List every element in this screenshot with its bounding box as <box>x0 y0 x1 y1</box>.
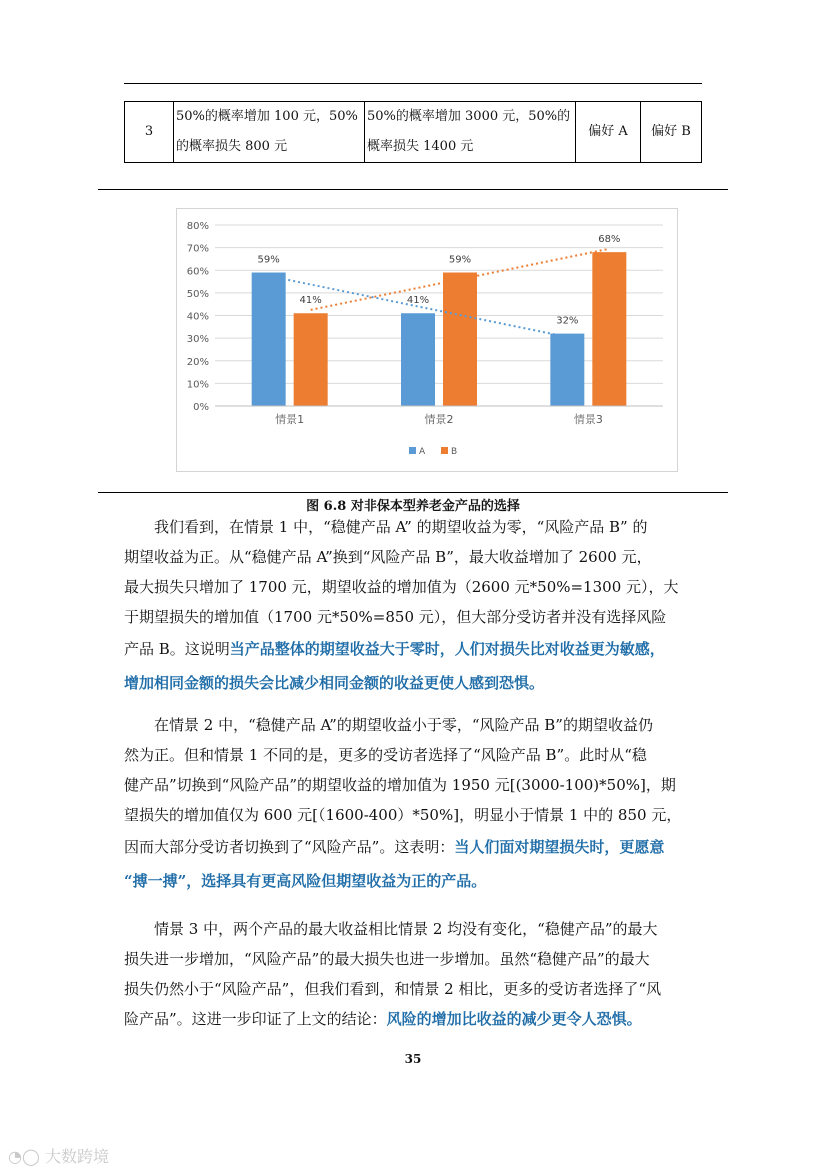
data-label: 59% <box>257 254 280 266</box>
data-label: 41% <box>406 295 430 307</box>
scenario-number: 3 <box>125 102 174 163</box>
paragraph-3 <box>124 914 704 944</box>
p1-line4: 于期望损失的增加值（1700 元*50%=850 元），但大部分受访者并没有选择风险 <box>124 608 667 626</box>
legend-swatch-a <box>409 447 416 454</box>
p2-highlight-1: 当人们面对期望损失时，更愿意 <box>454 838 665 856</box>
bar-a <box>550 334 584 406</box>
p2-line5-start: 因而大部分受访者切换到了“风险产品”。这表明： <box>124 838 455 856</box>
legend-label: B <box>451 447 458 457</box>
watermark-logo-icon: ◔◯ <box>8 1147 40 1166</box>
bar-b <box>443 273 477 406</box>
preference-a: 偏好 A <box>576 102 641 163</box>
option-b-cell <box>365 102 576 163</box>
y-tick-label: 20% <box>186 356 209 368</box>
legend-swatch-b <box>441 447 448 454</box>
figure-caption: 图 6.8 对非保本型养老金产品的选择 <box>306 499 520 514</box>
p2-line3: 健产品”切换到“风险产品”的期望收益的增加值为 1950 元[(3000-100)*50%]，期 <box>124 776 676 794</box>
figure-top-rule <box>98 189 728 190</box>
y-tick-label: 80% <box>186 221 209 232</box>
bar-b <box>294 313 328 406</box>
option-a-line1: 50%的概率增加 100 元，50% <box>176 109 358 124</box>
y-tick-label: 30% <box>186 334 209 346</box>
y-tick-label: 40% <box>186 311 209 323</box>
chart-container <box>176 208 678 472</box>
option-a-cell <box>174 102 365 163</box>
p3-highlight: 风险的增加比收益的减少更令人恐惧。 <box>386 1010 642 1028</box>
p2-line1: 在情景 2 中，“稳健产品 A”的期望收益小于零，“风险产品 B”的期望收益仍 <box>154 716 653 734</box>
y-tick-label: 60% <box>186 266 209 278</box>
p1-line1: 我们看到，在情景 1 中，“稳健产品 A” 的期望收益为零，“风险产品 B” 的 <box>154 518 648 536</box>
p1-line3: 最大损失只增加了 1700 元，期望收益的增加值为（2600 元*50%=1300 元），大 <box>124 578 679 596</box>
p3-line1: 情景 3 中，两个产品的最大收益相比情景 2 均没有变化，“稳健产品”的最大 <box>154 920 658 938</box>
page-number: 35 <box>404 1052 422 1066</box>
p2-line5 <box>124 830 704 864</box>
p3-line2: 损失进一步增加，“风险产品”的最大损失也进一步增加。虽然“稳健产品”的最大 <box>124 950 650 968</box>
paragraph-2 <box>124 710 704 740</box>
p2-line2: 然为正。但和情景 1 不同的是，更多的受访者选择了“风险产品 B”。此时从“稳 <box>124 746 647 764</box>
option-b-line2: 概率损失 1400 元 <box>367 139 474 154</box>
p1-line5-start: 产品 B。这说明 <box>124 640 230 658</box>
data-label: 41% <box>299 295 322 307</box>
preference-b: 偏好 B <box>641 102 702 163</box>
legend-label: A <box>419 447 426 457</box>
p1-line5 <box>124 632 704 666</box>
bar-chart <box>177 209 677 471</box>
table-row <box>125 102 702 163</box>
x-tick-label: 情景3 <box>573 413 603 426</box>
p1-line2: 期望收益为正。从“稳健产品 A”换到“风险产品 B”，最大收益增加了 2600 元， <box>124 548 652 566</box>
body-text <box>124 512 704 700</box>
watermark <box>8 1144 109 1167</box>
p1-highlight-1: 当产品整体的期望收益大于零时，人们对损失比对收益更为敏感， <box>229 640 665 658</box>
body-text-2 <box>124 710 704 898</box>
paragraph-1 <box>124 512 704 542</box>
data-label: 32% <box>556 315 579 327</box>
header-rule <box>124 83 702 84</box>
bar-b <box>592 252 626 406</box>
p2-highlight-2: “搏一搏”，选择具有更高风险但期望收益为正的产品。 <box>124 872 487 890</box>
y-tick-label: 10% <box>186 379 209 391</box>
p3-line4 <box>124 1004 704 1034</box>
x-tick-label: 情景1 <box>275 413 305 426</box>
option-b-line1: 50%的概率增加 3000 元，50%的 <box>367 109 571 124</box>
body-text-3 <box>124 914 704 1034</box>
x-tick-label: 情景2 <box>424 413 454 426</box>
data-label: 68% <box>598 234 621 246</box>
p2-line4: 望损失的增加值仅为 600 元[（1600-400）*50%]，明显小于情景 1 中的 850 元， <box>124 806 682 824</box>
watermark-text: 大数跨境 <box>44 1147 109 1166</box>
y-tick-label: 70% <box>186 243 209 255</box>
figure-bottom-rule <box>98 492 728 493</box>
bar-a <box>401 313 435 406</box>
scenario-table <box>124 101 702 163</box>
bar-a <box>252 273 286 406</box>
y-tick-label: 50% <box>186 288 209 300</box>
p1-highlight-2: 增加相同金额的损失会比减少相同金额的收益更使人感到恐惧。 <box>124 674 545 692</box>
data-label: 59% <box>448 254 472 266</box>
y-tick-label: 0% <box>193 402 209 413</box>
p3-line3: 损失仍然小于“风险产品”，但我们看到，和情景 2 相比，更多的受访者选择了“风 <box>124 980 662 998</box>
p3-line4-start: 险产品”。这进一步印证了上文的结论： <box>124 1010 387 1028</box>
option-a-line2: 的概率损失 800 元 <box>176 139 288 154</box>
